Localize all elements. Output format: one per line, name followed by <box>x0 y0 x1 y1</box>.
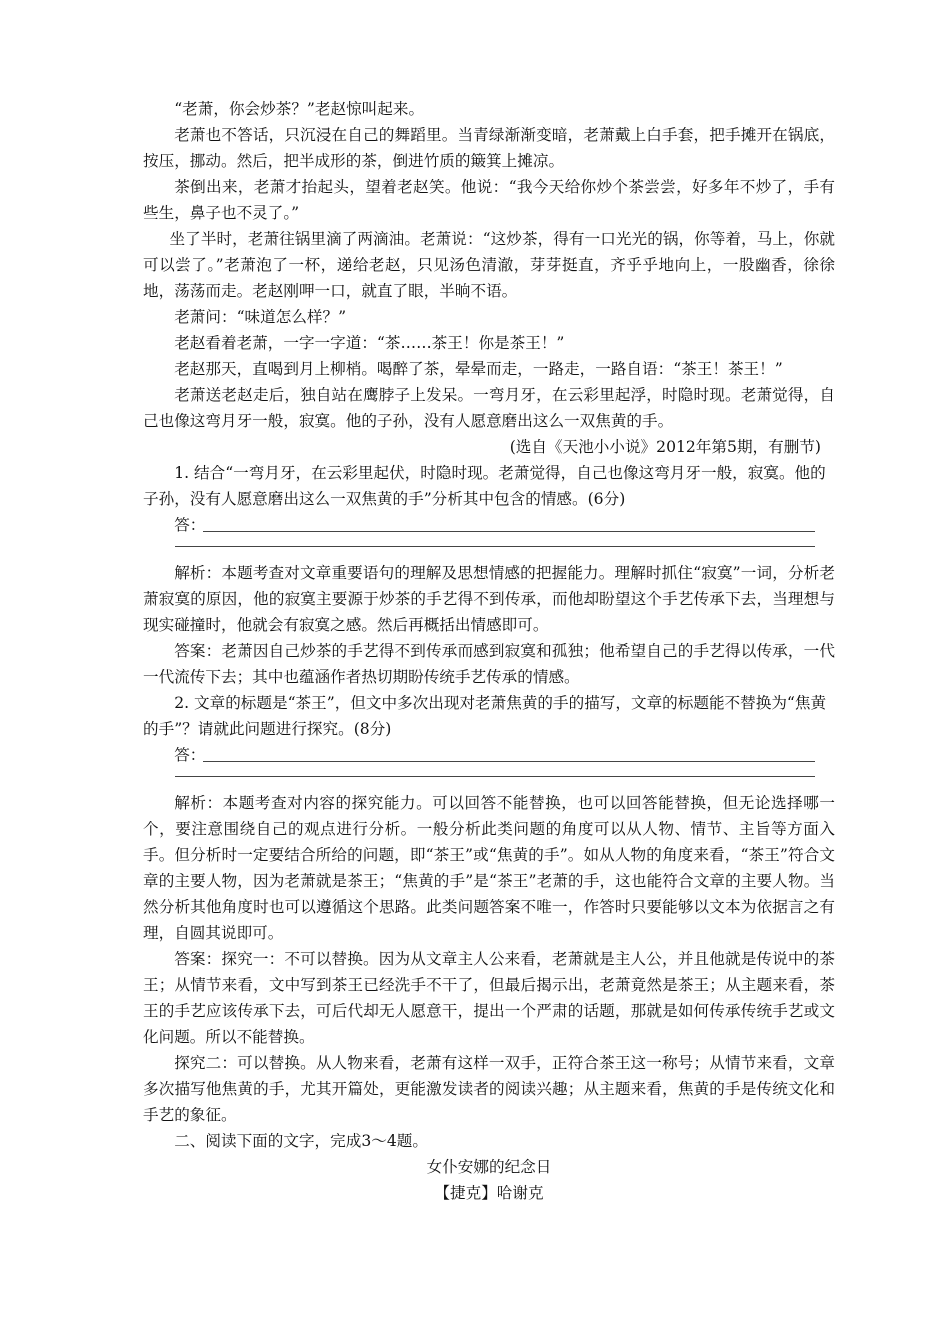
story-paragraph: 坐了半时，老萧往锅里滴了两滴油。老萧说：“这炒茶，得有一口光光的锅，你等着，马上，你就可以尝了。”老萧泡了一杯，递给老赵，只见汤色清澈，芽芽挺直，齐乎乎地向上，一股幽香，徐徐地，荡荡而走。老赵刚呷一口，就直了眼，半晌不语。 <box>143 230 835 300</box>
story-paragraph: 老赵那天，直喝到月上柳梢。喝醉了茶，晕晕而走，一路走，一路自语：“茶王！茶王！” <box>174 360 783 378</box>
story-paragraph: 茶倒出来，老萧才抬起头，望着老赵笑。他说：“我今天给你炒个茶尝尝，好多年不炒了，手有些生，鼻子也不灵了。” <box>143 178 835 222</box>
answer-blank-line[interactable] <box>143 538 835 560</box>
q2-answer-1: 答案：探究一：不可以替换。因为从文章主人公来看，老萧就是主人公，并且他就是传说中的茶王；从情节来看，文中写到茶王已经洗手不干了，但最后揭示出，老萧竟然是茶王；从主题来看，茶王的手艺应该传承下去，可后代却无人愿意干，提出一个严肃的话题，那就是如何传承传统手艺或文化问题。所以不能替换。 <box>143 950 835 1046</box>
story-source: (选自《天池小小说》2012年第5期，有删节) <box>509 438 821 456</box>
q1-answer: 答案：老萧因自己炒茶的手艺得不到传承而感到寂寞和孤独；他希望自己的手艺得以传承，一代一代流传下去；其中也蕴涵作者热切期盼传统手艺传承的情感。 <box>143 642 835 686</box>
answer-blank-line[interactable] <box>143 768 835 790</box>
q2-analysis: 解析：本题考查对内容的探究能力。可以回答不能替换，也可以回答能替换，但无论选择哪一个，要注意围绕自己的观点进行分析。一般分析此类问题的角度可以从人物、情节、主旨等方面入手。但分析时一定要结合所给的问题，即“茶王”或“焦黄的手”。如从人物的角度来看，“茶王”符合文章的主要人物，因为老萧就是茶王；“焦黄的手”是“茶王”老萧的手，这也能符合文章的主要人物。当然分析其他角度时也可以遵循这个思路。此类问题答案不唯一，作答时只要能够以文本为依据言之有理，自圆其说即可。 <box>143 794 835 942</box>
document-page <box>143 96 835 1206</box>
question-2: 2. 文章的标题是“茶王”，但文中多次出现对老萧焦黄的手的描写，文章的标题能不替换为“焦黄的手”？请就此问题进行探究。(8分) <box>143 694 827 738</box>
story-paragraph: 老赵看着老萧，一字一字道：“茶……茶王！你是茶王！” <box>174 334 565 352</box>
story-paragraph: 老萧送老赵走后，独自站在鹰脖子上发呆。一弯月牙，在云彩里起浮，时隐时现。老萧觉得，自己也像这弯月牙一般，寂寞。他的子孙，没有人愿意磨出这么一双焦黄的手。 <box>143 386 835 430</box>
answer-line-1[interactable] <box>143 512 835 538</box>
story-paragraph: 老萧问：“味道怎么样？” <box>174 308 347 326</box>
answer-rule <box>175 546 815 547</box>
story-paragraph: 老萧也不答话，只沉浸在自己的舞蹈里。当青绿渐渐变暗，老萧戴上白手套，把手摊开在锅底，按压，挪动。然后，把半成形的茶，倒进竹质的簸箕上摊凉。 <box>143 126 835 170</box>
answer-rule <box>175 776 815 777</box>
story-paragraph: “老萧，你会炒茶？”老赵惊叫起来。 <box>174 100 425 118</box>
answer-label: 答： <box>174 746 206 764</box>
section-2-author: 【捷克】哈谢克 <box>434 1184 544 1202</box>
answer-rule <box>203 761 815 762</box>
q2-answer-2: 探究二：可以替换。从人物来看，老萧有这样一双手，正符合茶王这一称号；从情节来看，文章多次描写他焦黄的手，尤其开篇处，更能激发读者的阅读兴趣；从主题来看，焦黄的手是传统文化和手艺的象征。 <box>143 1054 835 1124</box>
section-2-title: 女仆安娜的纪念日 <box>426 1158 552 1176</box>
question-1: 1. 结合“一弯月牙，在云彩里起伏，时隐时现。老萧觉得，自己也像这弯月牙一般，寂寞。他的子孙，没有人愿意磨出这么一双焦黄的手”分析其中包含的情感。(6分) <box>143 464 826 508</box>
answer-label: 答： <box>174 516 206 534</box>
q1-analysis: 解析：本题考查对文章重要语句的理解及思想情感的把握能力。理解时抓住“寂寞”一词，分析老萧寂寞的原因，他的寂寞主要源于炒茶的手艺得不到传承，而他却盼望这个手艺传承下去，当理想与现实碰撞时，他就会有寂寞之感。然后再概括出情感即可。 <box>143 564 835 634</box>
section-2-intro: 二、阅读下面的文字，完成3～4题。 <box>174 1132 428 1150</box>
answer-rule <box>203 531 815 532</box>
answer-line-2[interactable] <box>143 742 835 768</box>
